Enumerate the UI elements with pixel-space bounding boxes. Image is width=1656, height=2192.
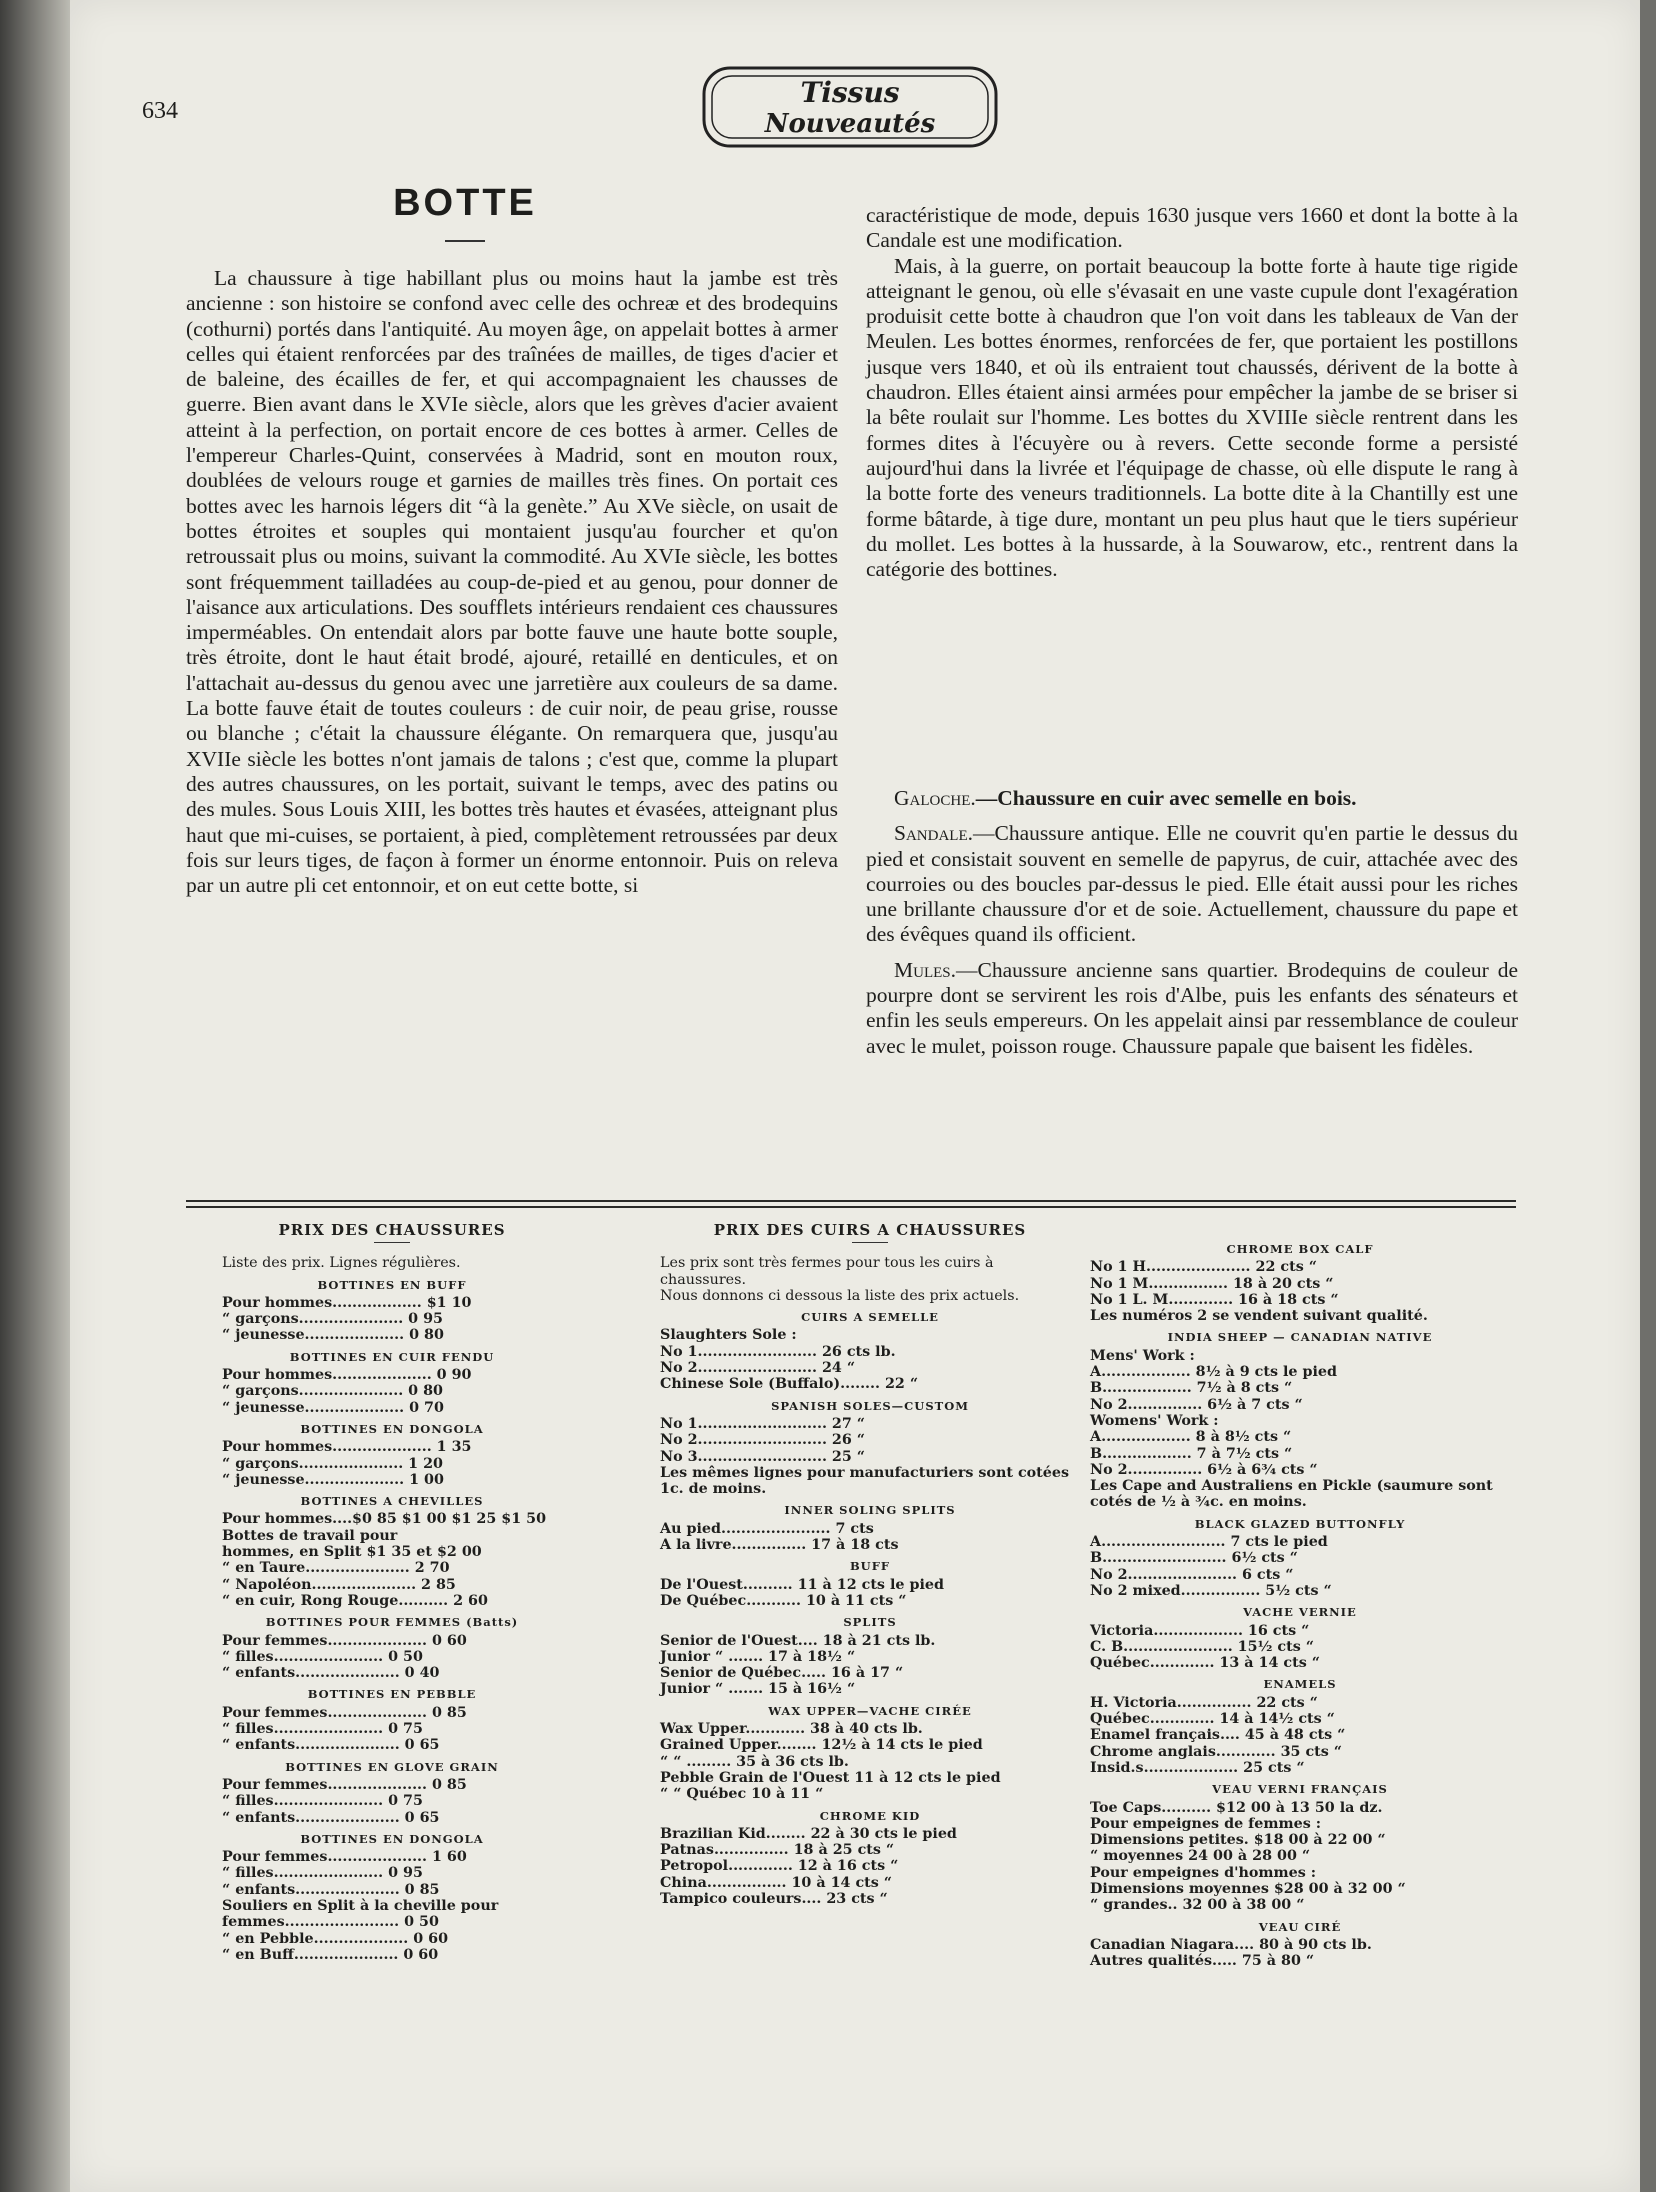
article-title: BOTTE <box>393 182 537 224</box>
section-heading: CHROME KID <box>819 1808 921 1823</box>
section-heading: CUIRS A SEMELLE <box>801 1310 939 1325</box>
price-row: Pour femmes.................... 0 85 <box>222 1704 467 1721</box>
price-row: B.................. 7 à 7½ cts “ <box>1090 1445 1293 1462</box>
table-title: PRIX DES CUIRS A CHAUSSURES <box>713 1221 1027 1239</box>
price-row: Victoria.................. 16 cts “ <box>1090 1622 1310 1639</box>
section-heading: CHROME BOX CALF <box>1226 1242 1374 1256</box>
price-row: “ jeunesse.................... 0 80 <box>222 1327 444 1344</box>
price-row: No 1 M................ 18 à 20 cts “ <box>1090 1275 1334 1292</box>
section-heading: SPLITS <box>843 1615 897 1630</box>
price-row: “ enfants..................... 0 85 <box>222 1881 440 1898</box>
price-row: “ garçons..................... 1 20 <box>222 1455 444 1472</box>
price-row: “ grandes.. 32 00 à 38 00 “ <box>1090 1897 1305 1914</box>
price-row: “ enfants..................... 0 65 <box>222 1737 440 1754</box>
masthead-logo-graphic <box>700 62 1000 152</box>
price-row: Pour empeignes d'hommes : <box>1090 1864 1317 1881</box>
definition-text: —Chaussure en cuir avec semelle en bois. <box>975 786 1357 810</box>
price-row: De l'Ouest.......... 11 à 12 cts le pied <box>660 1576 944 1593</box>
price-row: “ en Taure..................... 2 70 <box>222 1560 450 1577</box>
definition-term: Sandale. <box>894 821 973 846</box>
section-heading: WAX UPPER—VACHE CIRÉE <box>768 1703 972 1718</box>
price-row: Wax Upper............ 38 à 40 cts lb. <box>660 1721 923 1738</box>
price-row: Pour hommes....$0 85 $1 00 $1 25 $1 50 <box>222 1511 547 1528</box>
section-heading: VACHE VERNIE <box>1243 1605 1357 1620</box>
section-heading: BOTTINES EN BUFF <box>317 1277 467 1292</box>
price-row: “ filles...................... 0 50 <box>222 1648 423 1665</box>
price-row: Canadian Niagara.... 80 à 90 cts lb. <box>1090 1936 1372 1953</box>
price-row: No 1........................ 26 cts lb. <box>660 1343 896 1360</box>
price-row: Pebble Grain de l'Ouest 11 à 12 cts le pied <box>660 1769 1001 1786</box>
price-row: “ “ Québec 10 à 11 “ <box>660 1786 824 1803</box>
table-title: PRIX DES CHAUSSURES <box>278 1221 506 1239</box>
price-row: “ enfants..................... 0 40 <box>222 1665 440 1682</box>
price-row: “ garçons..................... 0 95 <box>222 1311 444 1328</box>
section-heading: BOTTINES EN CUIR FENDU <box>289 1349 495 1364</box>
price-row: “ jeunesse.................... 1 00 <box>222 1471 444 1488</box>
masthead-line1: Tissus <box>800 76 900 109</box>
section-heading: ENAMELS <box>1263 1677 1337 1692</box>
price-row: A la livre............... 17 à 18 cts <box>660 1537 899 1554</box>
price-row: Chrome anglais............ 35 cts “ <box>1090 1743 1343 1760</box>
price-row: “ filles...................... 0 75 <box>222 1721 423 1738</box>
price-row: B......................... 6½ cts “ <box>1090 1550 1298 1567</box>
prix-cuirs-table <box>660 1222 1080 1907</box>
article-right-column <box>866 203 1518 582</box>
price-row: Junior “ ....... 15 à 16½ “ <box>660 1681 856 1698</box>
price-row: hommes, en Split $1 35 et $2 00 <box>222 1544 482 1561</box>
price-row: No 2............... 6½ à 6¾ cts “ <box>1090 1461 1318 1478</box>
price-row: “ en Buff..................... 0 60 <box>222 1946 439 1963</box>
section-heading: BLACK GLAZED BUTTONFLY <box>1194 1516 1406 1531</box>
table-intro: Liste des prix. Lignes régulières. <box>222 1255 461 1272</box>
table-intro: Les prix sont très fermes pour tous les cuirs à chaussures. <box>660 1255 994 1288</box>
article-paragraph: La chaussure à tige habillant plus ou moins haut la jambe est très ancienne : son histoire se confond avec celle des ochreæ et des brodequins (cothurni) portés dans l'antiquité. Au moyen âge, on appelait bottes à armer celles qui étaient renforcées par des traînées de mailles, de tiges d'acier et de baleine, des écailles de fer, et qui accompagnaient les chausses de guerre. Bien avant dans le XVIe siècle, alors que les grèves d'acier avaient atteint à la perfection, on portait encore de ces bottes à armer. Celles de l'empereur Charles-Quint, conservées à Madrid, sont en mouton roux, doublées de velours rouge et garnies de mailles très fines. On portait ces bottes avec les harnois légers dit “à la genète.” Au XVe siècle, on usait de bottes étroites et souples qui montaient jusqu'au fourcher et qu'on retroussait plus ou moins, suivant la commodité. Au XVIe siècle, les bottes sont fréquemment tailladées au coup-de-pied et au genou, pour donner de l'aisance aux articulations. Des soufflets intérieurs rendaient ces chaussures imperméables. On entendait alors par botte fauve une haute botte souple, très étroite, dont le haut était brodé, ajouré, retaillé en denticules, et on l'attachait au-dessus du genou avec une jarretière aux couleurs de sa dame. La botte fauve était de toutes couleurs : de cuir noir, de peau grise, rousse ou blanche ; c'était la chaussure élégante. On remarquera que, jusqu'au XVIIe siècle les bottes n'ont jamais de talons ; c'est que, comme la plupart des autres chaussures, on les portait, suivant le temps, avec des patins ou des mules. Sous Louis XIII, les bottes très hautes et évasées, atteignant plus haut que mi-cuises, se portaient, à pied, complètement retroussées par deux fois sur leurs tiges, de façon à former un énorme entonnoir. Puis on releva par un autre pli cet entonnoir, et on eut cette botte, si <box>186 266 838 898</box>
price-row: “ garçons..................... 0 80 <box>222 1383 444 1400</box>
table-sections <box>1090 1241 1510 1969</box>
price-row: Patnas............... 18 à 25 cts “ <box>660 1842 895 1859</box>
table-sections <box>660 1309 1080 1907</box>
price-row: Petropol............. 12 à 16 cts “ <box>660 1858 899 1875</box>
masthead-logo <box>700 62 1000 152</box>
price-row: Pour empeignes de femmes : <box>1090 1815 1322 1832</box>
price-row: “ Napoléon..................... 2 85 <box>222 1576 456 1593</box>
price-row: “ enfants..................... 0 65 <box>222 1809 440 1826</box>
price-row: Womens' Work : <box>1090 1412 1219 1429</box>
price-row: Junior “ ....... 17 à 18½ “ <box>660 1648 856 1665</box>
price-row: De Québec........... 10 à 11 cts “ <box>660 1592 907 1609</box>
definition-mules <box>866 958 1518 1059</box>
price-row: Les Cape and Australiens en Pickle (saumure sont cotés de ½ à ¾c. en moins. <box>1090 1478 1493 1511</box>
price-row: Québec............. 14 à 14½ cts “ <box>1090 1711 1335 1728</box>
price-row: Mens' Work : <box>1090 1347 1195 1364</box>
book-spine <box>0 0 70 2192</box>
section-heading: INNER SOLING SPLITS <box>784 1503 956 1518</box>
price-row: Au pied...................... 7 cts <box>660 1520 874 1537</box>
price-row: A......................... 7 cts le pied <box>1090 1534 1328 1551</box>
section-heading: BOTTINES EN GLOVE GRAIN <box>285 1759 499 1774</box>
definition-term: Galoche. <box>894 786 976 810</box>
price-row: Pour femmes.................... 0 85 <box>222 1776 467 1793</box>
price-row: Toe Caps.......... $12 00 à 13 50 la dz. <box>1090 1799 1383 1816</box>
price-row: No 2.......................... 26 “ <box>660 1432 866 1449</box>
price-row: Slaughters Sole : <box>660 1327 797 1344</box>
price-row: Brazilian Kid........ 22 à 30 cts le pied <box>660 1825 957 1842</box>
price-row: No 2............... 6½ à 7 cts “ <box>1090 1396 1303 1413</box>
price-row: H. Victoria............... 22 cts “ <box>1090 1694 1318 1711</box>
table-sections <box>222 1277 562 1964</box>
price-row: China................ 10 à 14 cts “ <box>660 1874 893 1891</box>
definition-term: Mules. <box>894 957 956 982</box>
title-rule <box>852 1242 888 1243</box>
section-heading: BOTTINES EN DONGOLA <box>300 1831 484 1846</box>
article-paragraph: Mais, à la guerre, on portait beaucoup la botte forte à haute tige rigide atteignant le genou, où elle s'évasait en une vaste cupule dont l'exagération produisit cette botte à chaudron que l'on voit dans les tableaux de Van der Meulen. Les bottes énormes, renforcées de fer, que portaient les postillons jusque vers 1840, et où ils entraient tout chaussés, dérivent de la botte à chaudron. Elles étaient ainsi armées pour empêcher la jambe de se briser si la bête roulait sur l'homme. Les bottes du XVIIIe siècle rentrent dans les formes dites à l'écuyère ou à revers. Cette seconde forme a persisté aujourd'hui dans la livrée et l'équipage de chasse, où elle dispute le rang à la botte forte des veneurs traditionnels. La botte dite à la Chantilly est une forme bâtarde, à tige dure, montant un peu plus haut que le tiers supérieur du mollet. Les bottes à la hussarde, à la Souwarow, etc., rentrent dans la catégorie des bottines. <box>866 253 1518 582</box>
table-intro-2: Nous donnons ci dessous la liste des prix actuels. <box>660 1287 1020 1304</box>
price-row: Les numéros 2 se vendent suivant qualité. <box>1090 1308 1428 1325</box>
price-row: Dimensions moyennes $28 00 à 32 00 “ <box>1090 1880 1406 1897</box>
prix-chaussures-table <box>222 1222 562 1963</box>
title-rule <box>445 240 485 242</box>
definition-text: —Chaussure antique. Elle ne couvrit qu'en partie le dessus du pied et consistait souvent en semelle de papyrus, de cuir, attachée avec des courroies ou des boucles par-dessus le pied. Elle était aussi pour les riches une brillante chaussure d'or et de soie. Actuellement, chaussure du pape et des évêques quand ils officient. <box>866 821 1518 947</box>
price-row: Senior de l'Ouest.... 18 à 21 cts lb. <box>660 1632 936 1649</box>
price-row: Grained Upper........ 12½ à 14 cts le pied <box>660 1737 983 1754</box>
price-row: Pour hommes.................. $1 10 <box>222 1294 472 1311</box>
price-row: femmes....................... 0 50 <box>222 1914 439 1931</box>
price-row: “ filles...................... 0 95 <box>222 1865 423 1882</box>
price-row: B.................. 7½ à 8 cts “ <box>1090 1380 1293 1397</box>
price-row: “ “ ......... 35 à 36 cts lb. <box>660 1753 849 1770</box>
article-left-column <box>186 266 838 898</box>
page-number: 634 <box>142 98 178 124</box>
price-row: Souliers en Split à la cheville pour <box>222 1897 499 1914</box>
price-row: No 1.......................... 27 “ <box>660 1415 866 1432</box>
price-row: Senior de Québec..... 16 à 17 “ <box>660 1665 904 1682</box>
price-row: Chinese Sole (Buffalo)........ 22 “ <box>660 1376 919 1393</box>
section-heading: BOTTINES EN PEBBLE <box>307 1687 477 1702</box>
price-row: “ jeunesse.................... 0 70 <box>222 1399 444 1416</box>
price-row: Pour femmes.................... 0 60 <box>222 1632 467 1649</box>
price-row: No 1 H..................... 22 cts “ <box>1090 1259 1317 1276</box>
separator-rule <box>186 1200 1516 1202</box>
definitions <box>866 786 1518 1069</box>
price-row: Enamel français.... 45 à 48 cts “ <box>1090 1727 1346 1744</box>
price-row: Autres qualités..... 75 à 80 “ <box>1090 1953 1315 1970</box>
section-heading: VEAU VERNI FRANÇAIS <box>1212 1782 1388 1797</box>
price-row: C. B...................... 15½ cts “ <box>1090 1638 1314 1655</box>
price-row: Les mêmes lignes pour manufacturiers sont cotées 1c. de moins. <box>660 1464 1070 1498</box>
article-paragraph: caractéristique de mode, depuis 1630 jusque vers 1660 et dont la botte à la Candale est une modification. <box>866 203 1518 253</box>
price-row: Pour hommes.................... 0 90 <box>222 1367 472 1384</box>
price-row: “ en Pebble................... 0 60 <box>222 1930 449 1947</box>
price-row: A.................. 8½ à 9 cts le pied <box>1090 1364 1338 1381</box>
price-row: Pour femmes.................... 1 60 <box>222 1849 467 1866</box>
section-heading: BOTTINES POUR FEMMES (Batts) <box>265 1615 519 1630</box>
section-heading: SPANISH SOLES—CUSTOM <box>771 1398 969 1413</box>
price-row: “ moyennes 24 00 à 28 00 “ <box>1090 1848 1311 1865</box>
price-row: No 2...................... 6 cts “ <box>1090 1566 1294 1583</box>
prix-cuirs-suite-table <box>1090 1236 1510 1969</box>
separator-rule <box>186 1206 1516 1208</box>
title-rule <box>374 1242 410 1243</box>
price-row: No 1 L. M............. 16 à 18 cts “ <box>1090 1291 1339 1308</box>
price-row: Pour hommes.................... 1 35 <box>222 1439 472 1456</box>
definition-sandale <box>866 821 1518 947</box>
definition-galoche <box>866 786 1518 811</box>
definition-text: —Chaussure ancienne sans quartier. Brodequins de couleur de pourpre dont se servirent les rois d'Albe, puis les enfants des sénateurs et enfin les seuls empereurs. On les appelait ainsi par ressemblance de couleur avec le mulet, poisson rouge. Chaussure papale que baisent les fidèles. <box>866 957 1518 1058</box>
section-heading: INDIA SHEEP — CANADIAN NATIVE <box>1167 1330 1433 1345</box>
price-row: A.................. 8 à 8½ cts “ <box>1090 1429 1292 1446</box>
price-row: “ filles...................... 0 75 <box>222 1793 423 1810</box>
masthead-line2: Nouveautés <box>764 109 936 139</box>
price-row: No 2........................ 24 “ <box>660 1360 856 1377</box>
section-heading: BOTTINES A CHEVILLES <box>300 1494 484 1509</box>
price-row: Québec............. 13 à 14 cts “ <box>1090 1655 1320 1672</box>
price-row: Tampico couleurs.... 23 cts “ <box>660 1890 888 1907</box>
section-heading: BOTTINES EN DONGOLA <box>300 1421 484 1436</box>
section-heading: BUFF <box>849 1559 891 1574</box>
price-row: No 2 mixed................ 5½ cts “ <box>1090 1582 1332 1599</box>
price-row: No 3.......................... 25 “ <box>660 1448 866 1465</box>
price-row: Bottes de travail pour <box>222 1527 398 1544</box>
price-row: Insid.s................... 25 cts “ <box>1090 1759 1305 1776</box>
section-heading: VEAU CIRÉ <box>1258 1919 1342 1934</box>
price-row: “ en cuir, Rong Rouge.......... 2 60 <box>222 1592 488 1609</box>
price-row: Dimensions petites. $18 00 à 22 00 “ <box>1090 1832 1386 1849</box>
